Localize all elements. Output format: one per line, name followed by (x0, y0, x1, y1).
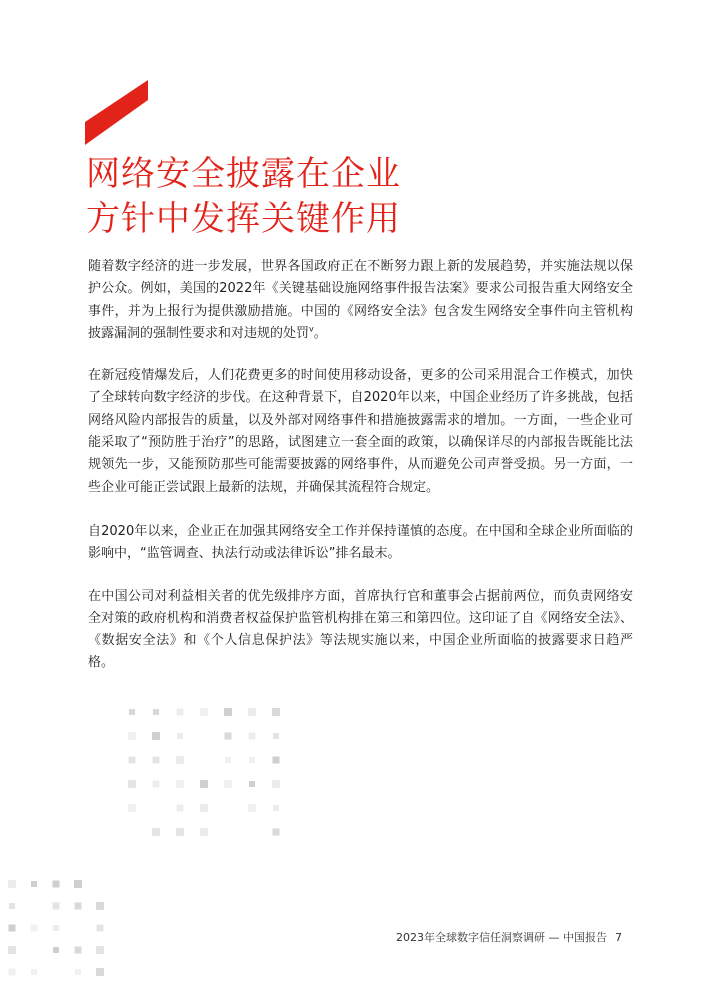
decorative-dot (8, 946, 16, 954)
decorative-dot (128, 780, 136, 788)
decorative-dot (53, 947, 59, 953)
page-number: 7 (615, 931, 622, 944)
decorative-dot (273, 805, 279, 811)
decorative-dot (177, 733, 183, 739)
decorative-dot (224, 708, 232, 716)
decorative-dot (31, 969, 37, 975)
decorative-dot (176, 780, 184, 788)
decorative-dot (75, 947, 82, 954)
footnote-ref: v (309, 324, 314, 334)
title-line-2: 方针中发挥关键作用 (86, 199, 401, 239)
decorative-dot (272, 708, 280, 716)
decorative-dot (225, 757, 231, 763)
decorative-dot (128, 732, 136, 740)
decorative-dot (153, 709, 159, 715)
decorative-dot (9, 903, 15, 909)
decorative-dot (200, 708, 208, 716)
decorative-dot (128, 804, 136, 812)
decorative-dot (224, 780, 232, 788)
decorative-dot (96, 968, 104, 976)
decorative-dot (200, 804, 208, 812)
decorative-dot (31, 925, 38, 932)
decorative-dot-grid-lower (8, 880, 123, 995)
red-parallelogram-icon (85, 80, 149, 146)
decorative-dot (9, 925, 16, 932)
decorative-dot (176, 828, 184, 836)
decorative-dot (9, 969, 16, 976)
paragraph-1-text: 随着数字经济的进一步发展，世界各国政府正在不断努力跟上新的发展趋势，并实施法规以保护公众。例如，美国的2022年《关键基础设施网络事件报告法案》要求公司报告重大网络安全事件，并为上报行为提供激励措施。中国的《网络安全法》包含发生网络安全事件向主管机构披露漏洞的强制性要求和对违规的处罚 (88, 259, 633, 341)
footer-report-title: 2023年全球数字信任洞察调研 — 中国报告 (396, 931, 607, 944)
decorative-dot (273, 733, 279, 739)
decorative-dot (249, 781, 255, 787)
decorative-dot (74, 880, 82, 888)
decorative-dot (75, 969, 81, 975)
decorative-dot (53, 925, 59, 931)
decorative-dot-grid-upper (128, 708, 293, 853)
paragraph-1 (88, 256, 633, 345)
paragraph-3: 自2020年以来，企业正在加强其网络安全工作并保持谨慎的态度。在中国和全球企业所面临的影响中，“监管调查、执法行动或法律诉讼”排名最末。 (88, 523, 633, 562)
decorative-dot (129, 709, 135, 715)
decorative-dot (249, 757, 255, 763)
decorative-dot (153, 757, 160, 764)
paragraph-2: 在新冠疫情爆发后，人们花费更多的时间使用移动设备，更多的公司采用混合工作模式，加快了全球转向数字经济的步伐。在这种背景下，自2020年以来，中国企业经历了许多挑战，包括网络风险内部报告的质量，以及外部对网络事件和措施披露需求的增加。一方面，一些企业可能采取了“预防胜于治疗”的思路，试图建立一套全面的政策，以确保详尽的内部报告既能比法规领先一步，又能预防那些可能需要披露的网络事件，从而避免公司声誉受损。另一方面，一些企业可能正尝试跟上最新的法规，并确保其流程符合规定。 (88, 368, 633, 495)
title-line-1: 网络安全披露在企业 (86, 154, 401, 194)
decorative-dot (272, 780, 280, 788)
decorative-dot (31, 881, 37, 887)
decorative-dot (8, 880, 16, 888)
decorative-dot (273, 757, 280, 764)
decorative-dot (153, 781, 160, 788)
decorative-dot (152, 732, 160, 740)
decorative-dot (96, 946, 104, 954)
decorative-dot (177, 805, 184, 812)
paragraph-1-end: 。 (313, 325, 327, 341)
decorative-dot (248, 804, 256, 812)
decorative-dot (200, 828, 208, 836)
decorative-dot (273, 829, 280, 836)
decorative-dot (96, 902, 104, 910)
decorative-dot (248, 708, 256, 716)
decorative-dot (177, 709, 184, 716)
decorative-dot (152, 828, 160, 836)
page-footer (396, 929, 622, 945)
page-title (86, 152, 401, 242)
decorative-dot (75, 903, 82, 910)
decorative-dot (249, 733, 256, 740)
body-text (88, 256, 633, 695)
decorative-dot (225, 733, 232, 740)
decorative-dot (53, 903, 60, 910)
decorative-dot (176, 756, 184, 764)
paragraph-4: 在中国公司对利益相关者的优先级排序方面，首席执行官和董事会占据前两位，而负责网络安全对策的政府机构和消费者权益保护监管机构排在第三和第四位。这印证了自《网络安全法》、《数据安全法》和《个人信息保护法》等法规实施以来，中国企业所面临的披露要求日趋严格。 (88, 588, 633, 671)
decorative-dot (53, 881, 60, 888)
decorative-dot (200, 780, 208, 788)
decorative-dot (129, 757, 136, 764)
decorative-dot (97, 925, 104, 932)
